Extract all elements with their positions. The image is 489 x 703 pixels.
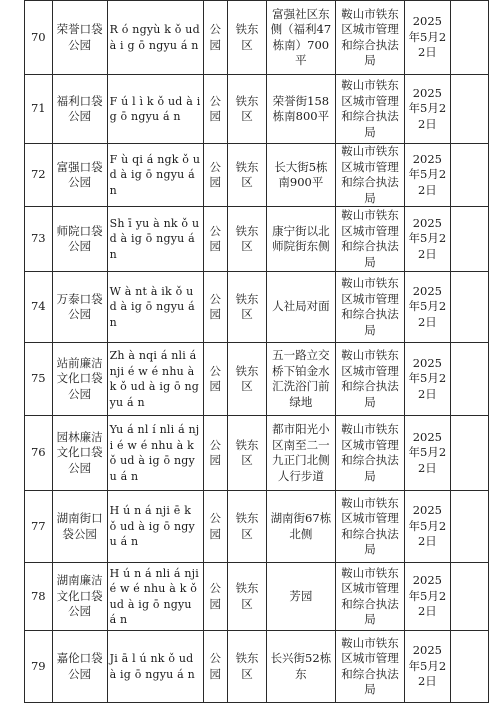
row-number: 71 xyxy=(25,75,53,144)
managing-department: 鞍山市铁东区城市管理和综合执法局 xyxy=(335,207,404,272)
place-type: 公园 xyxy=(203,207,228,272)
place-type: 公园 xyxy=(203,75,228,144)
managing-department: 鞍山市铁东区城市管理和综合执法局 xyxy=(335,416,404,491)
row-number: 78 xyxy=(25,563,53,631)
blank-cell xyxy=(450,563,488,631)
park-pinyin: H ú n á nji ē k ǒ ud à ig ō ngyu á n xyxy=(107,491,203,563)
blank-cell xyxy=(450,1,488,75)
place-type: 公园 xyxy=(203,491,228,563)
approval-date: 2025年5月22日 xyxy=(405,75,451,144)
district: 铁东区 xyxy=(228,1,267,75)
place-type: 公园 xyxy=(203,144,228,207)
park-location: 湖南街67栋北侧 xyxy=(266,491,335,563)
park-name: 站前廉洁文化口袋公园 xyxy=(52,343,107,416)
park-name: 富强口袋公园 xyxy=(52,144,107,207)
place-type: 公园 xyxy=(203,272,228,343)
district: 铁东区 xyxy=(228,416,267,491)
park-name: 师院口袋公园 xyxy=(52,207,107,272)
table-body xyxy=(25,1,489,703)
park-name: 湖南街口袋公园 xyxy=(52,491,107,563)
place-type: 公园 xyxy=(203,343,228,416)
managing-department: 鞍山市铁东区城市管理和综合执法局 xyxy=(335,144,404,207)
parks-table xyxy=(24,0,489,703)
district: 铁东区 xyxy=(228,207,267,272)
park-pinyin: Ji ā l ú nk ǒ ud à ig ō ngyu á n xyxy=(107,631,203,703)
blank-cell xyxy=(450,491,488,563)
approval-date: 2025年5月22日 xyxy=(405,631,451,703)
table-row xyxy=(25,1,489,75)
row-number: 77 xyxy=(25,491,53,563)
park-name: 荣誉口袋公园 xyxy=(52,1,107,75)
park-location: 长大街5栋南900平 xyxy=(266,144,335,207)
managing-department: 鞍山市铁东区城市管理和综合执法局 xyxy=(335,1,404,75)
district: 铁东区 xyxy=(228,631,267,703)
table-row xyxy=(25,272,489,343)
approval-date: 2025年5月22日 xyxy=(405,144,451,207)
table-row xyxy=(25,631,489,703)
district: 铁东区 xyxy=(228,144,267,207)
table-row xyxy=(25,343,489,416)
park-location: 荣誉街158栋南800平 xyxy=(266,75,335,144)
row-number: 76 xyxy=(25,416,53,491)
park-location: 康宁街以北师院街东侧 xyxy=(266,207,335,272)
place-type: 公园 xyxy=(203,1,228,75)
park-name: 嘉伦口袋公园 xyxy=(52,631,107,703)
park-pinyin: F ù qi á ngk ǒ ud à ig ō ngyu á n xyxy=(107,144,203,207)
row-number: 79 xyxy=(25,631,53,703)
approval-date: 2025年5月22日 xyxy=(405,343,451,416)
blank-cell xyxy=(450,272,488,343)
approval-date: 2025年5月22日 xyxy=(405,207,451,272)
district: 铁东区 xyxy=(228,272,267,343)
managing-department: 鞍山市铁东区城市管理和综合执法局 xyxy=(335,75,404,144)
park-name: 湖南廉洁文化口袋公园 xyxy=(52,563,107,631)
blank-cell xyxy=(450,343,488,416)
table-row xyxy=(25,563,489,631)
approval-date: 2025年5月22日 xyxy=(405,491,451,563)
park-location: 人社局对面 xyxy=(266,272,335,343)
blank-cell xyxy=(450,631,488,703)
park-pinyin: W à nt à ik ǒ ud à ig ō ngyu á n xyxy=(107,272,203,343)
district: 铁东区 xyxy=(228,75,267,144)
blank-cell xyxy=(450,75,488,144)
park-location: 富强社区东侧（福利47栋南）700平 xyxy=(266,1,335,75)
park-name: 园林廉洁文化口袋公园 xyxy=(52,416,107,491)
managing-department: 鞍山市铁东区城市管理和综合执法局 xyxy=(335,563,404,631)
park-name: 万泰口袋公园 xyxy=(52,272,107,343)
row-number: 74 xyxy=(25,272,53,343)
blank-cell xyxy=(450,416,488,491)
table-row xyxy=(25,491,489,563)
approval-date: 2025年5月22日 xyxy=(405,1,451,75)
park-pinyin: F ú l ì k ǒ ud à ig ō ngyu á n xyxy=(107,75,203,144)
table-row xyxy=(25,144,489,207)
district: 铁东区 xyxy=(228,491,267,563)
row-number: 75 xyxy=(25,343,53,416)
place-type: 公园 xyxy=(203,416,228,491)
park-location: 芳园 xyxy=(266,563,335,631)
approval-date: 2025年5月22日 xyxy=(405,272,451,343)
district: 铁东区 xyxy=(228,343,267,416)
row-number: 73 xyxy=(25,207,53,272)
park-location: 长兴街52栋东 xyxy=(266,631,335,703)
table-row xyxy=(25,75,489,144)
approval-date: 2025年5月22日 xyxy=(405,563,451,631)
table-row xyxy=(25,207,489,272)
park-pinyin: H ú n á nli á nji é w é nhu à k ǒ ud à ig ō ngyu á n xyxy=(107,563,203,631)
table-row xyxy=(25,416,489,491)
district: 铁东区 xyxy=(228,563,267,631)
row-number: 70 xyxy=(25,1,53,75)
park-name: 福利口袋公园 xyxy=(52,75,107,144)
managing-department: 鞍山市铁东区城市管理和综合执法局 xyxy=(335,491,404,563)
blank-cell xyxy=(450,207,488,272)
park-pinyin: R ó ngyù k ǒ ud à i g ō ngyu á n xyxy=(107,1,203,75)
park-pinyin: Yu á nl í nli á nji é w é nhu à k ǒ ud à ig ō ngyu á n xyxy=(107,416,203,491)
place-type: 公园 xyxy=(203,563,228,631)
park-pinyin: Sh ī yu à nk ǒ ud à ig ō ngyu á n xyxy=(107,207,203,272)
managing-department: 鞍山市铁东区城市管理和综合执法局 xyxy=(335,272,404,343)
park-pinyin: Zh à nqi á nli á nji é w é nhu à k ǒ ud à ig ō ngyu á n xyxy=(107,343,203,416)
park-location: 都市阳光小区南至二一九正门北侧人行步道 xyxy=(266,416,335,491)
managing-department: 鞍山市铁东区城市管理和综合执法局 xyxy=(335,343,404,416)
place-type: 公园 xyxy=(203,631,228,703)
approval-date: 2025年5月22日 xyxy=(405,416,451,491)
blank-cell xyxy=(450,144,488,207)
row-number: 72 xyxy=(25,144,53,207)
park-location: 五一路立交桥下铂金水汇洗浴门前绿地 xyxy=(266,343,335,416)
managing-department: 鞍山市铁东区城市管理和综合执法局 xyxy=(335,631,404,703)
